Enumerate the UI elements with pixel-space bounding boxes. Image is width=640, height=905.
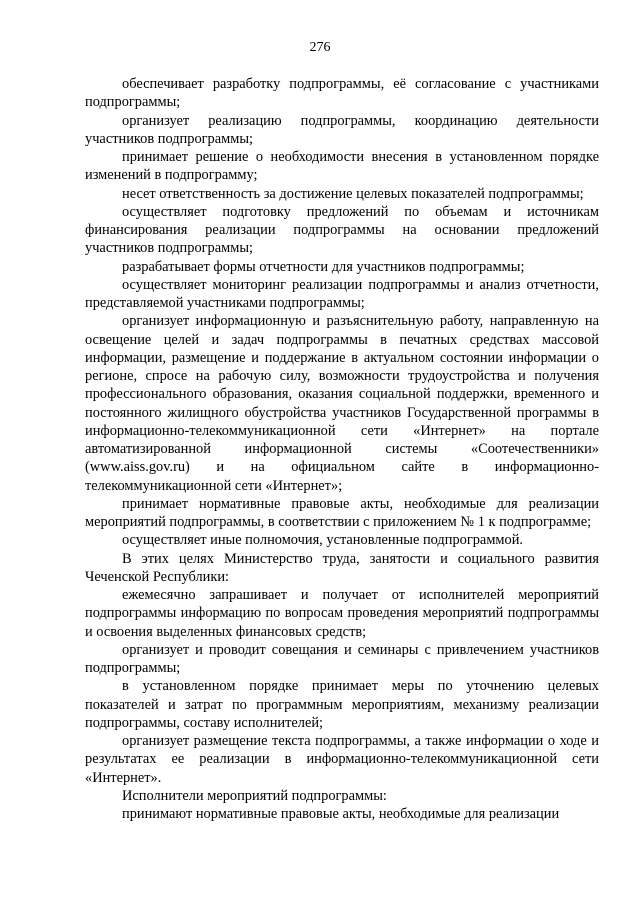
paragraph: организует реализацию подпрограммы, координацию деятельности участников подпрограммы; (85, 112, 599, 147)
paragraph: организует размещение текста подпрограммы, а также информации о ходе и результатах ее реализации в информационно-телекоммуникационной сети «Интернет». (85, 733, 599, 786)
document-body (85, 75, 599, 823)
paragraph: разрабатывает формы отчетности для участников подпрограммы; (122, 258, 525, 275)
paragraph: осуществляет подготовку предложений по объемам и источникам финансирования реализации подпрограммы на основании предложений участников подпрограммы; (85, 203, 599, 257)
paragraph: в установленном порядке принимает меры по уточнению целевых показателей и затрат по программным мероприятиям, механизму реализации подпрограммы, составу исполнителей; (85, 678, 599, 731)
paragraph: обеспечивает разработку подпрограммы, её согласование с участниками подпрограммы; (85, 76, 599, 111)
page-number: 276 (309, 40, 331, 55)
paragraph: осуществляет иные полномочия, установленные подпрограммой. (122, 532, 524, 549)
paragraph: несет ответственность за достижение целевых показателей подпрограммы; (122, 185, 584, 202)
paragraph: В этих целях Министерство труда, занятости и социального развития Чеченской Республики: (85, 550, 599, 585)
paragraph: ежемесячно запрашивает и получает от исполнителей мероприятий подпрограммы информацию по вопросам проведения мероприятий подпрограммы и освоения выделенных финансовых средств; (85, 587, 599, 640)
paragraph: организует и проводит совещания и семинары с привлечением участников подпрограммы; (85, 641, 599, 676)
paragraph: принимают нормативные правовые акты, необходимые для реализации (122, 806, 560, 822)
paragraph: принимает нормативные правовые акты, необходимые для реализации мероприятий подпрограммы, в соответствии с приложением № 1 к подпрограмме; (85, 495, 599, 530)
paragraph: Исполнители мероприятий подпрограммы: (122, 787, 387, 804)
paragraph: принимает решение о необходимости внесения в установленном порядке изменений в подпрограмму; (85, 149, 599, 184)
paragraph: осуществляет мониторинг реализации подпрограммы и анализ отчетности, представляемой участниками подпрограммы; (85, 276, 599, 311)
paragraph: организует информационную и разъяснительную работу, направленную на освещение целей и задач подпрограммы в печатных средствах массовой информации, размещение и поддержание в актуальном состоянии информации о регионе, спросе на рабочую силу, возможности трудоустройства и получения профессионального образования, оказания социальной поддержки, временного и постоянного жилищного обустройства участников Государственной программы в информационно-телекоммуникационной сети «Интернет» на портале автоматизированной информационной системы «Соотечественники» (www.aiss.gov.ru) и на официальном сайте в информационно-телекоммуникационной сети «Интернет»; (85, 313, 599, 494)
